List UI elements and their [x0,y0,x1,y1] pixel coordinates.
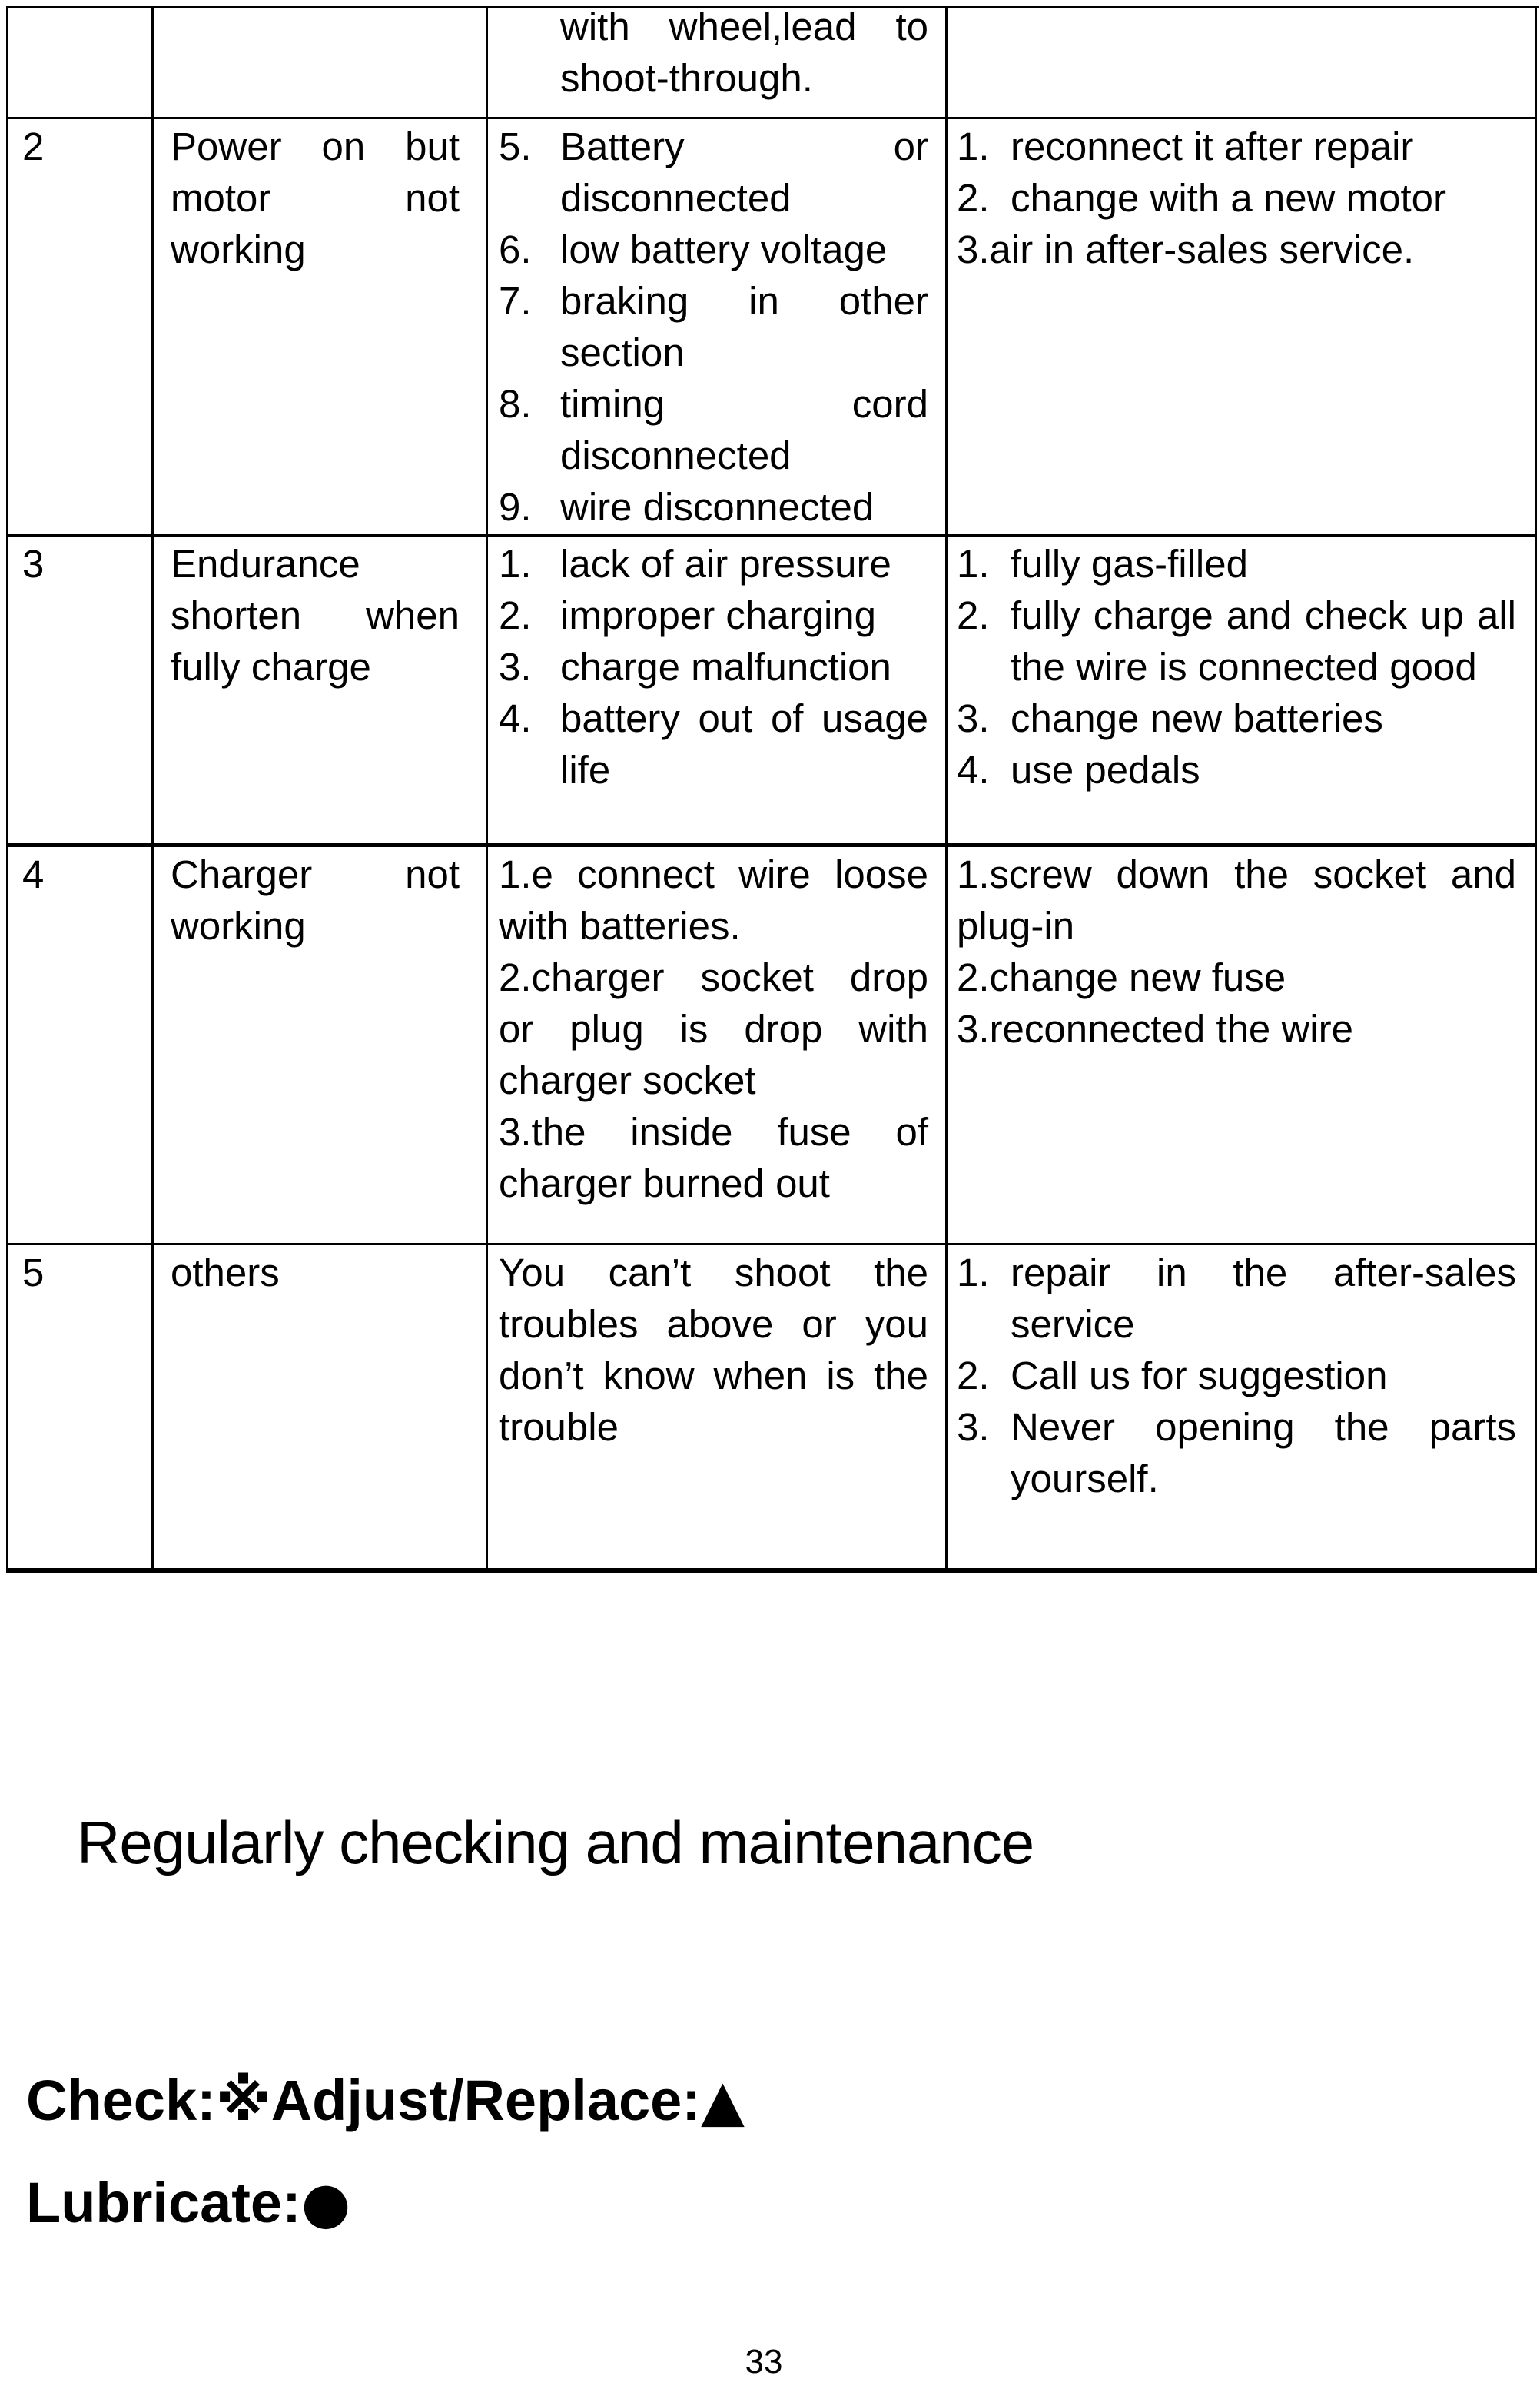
solution-item [957,952,1516,1003]
item-line: timing cord [560,382,928,426]
problem-cell [154,1245,488,1573]
item-line: braking in other [560,279,928,323]
item-line: change new batteries [1011,696,1383,740]
row-number-cell [8,537,154,847]
item-line: Endurance [171,542,360,586]
item-line: shorten when [171,593,460,637]
solution-item [957,538,1516,590]
problem-cell [154,537,488,847]
legend-lubricate [26,2170,350,2236]
causes-cell [488,537,948,847]
cause-item [499,538,928,590]
adjust-triangle-icon: ▲ [700,2068,745,2134]
item-line: improper charging [560,593,877,637]
item-line: 3.reconnected the wire [957,1007,1353,1051]
item-line: charge malfunction [560,645,891,689]
item-number: 4. [499,696,532,740]
cause-item [499,849,928,952]
problem-text [171,121,460,275]
solution-item [957,744,1516,796]
cause-item [499,952,928,1106]
solutions-cell [948,847,1537,1245]
item-line: Battery or [560,125,928,168]
item-line: fully gas-filled [1011,542,1248,586]
legend-check-adjust [26,2068,745,2134]
causes-cell [488,1245,948,1573]
item-number: 1. [957,1251,990,1294]
problem-text [171,1247,460,1298]
item-line: Never opening the parts [1011,1405,1516,1449]
item-line: 2.charger socket drop [499,955,928,999]
solution-item [957,1401,1516,1504]
row-number-cell [8,847,154,1245]
causes-cell [488,119,948,537]
item-line: disconnected [560,176,792,220]
item-number: 7. [499,279,532,323]
item-line: You can’t shoot the [499,1251,928,1294]
cause-item [499,378,928,481]
item-line: Charger not [171,852,460,896]
solution-item [957,1247,1516,1350]
adjust-replace-label: Adjust/Replace: [270,2068,701,2132]
item-number: 2. [957,176,990,220]
cause-item [499,1247,928,1453]
row-number-cell [8,119,154,537]
item-line: change with a new motor [1011,176,1446,220]
item-number: 8. [499,382,532,426]
solution-item [957,590,1516,693]
solution-item [957,693,1516,744]
item-line: reconnect it after repair [1011,125,1414,168]
item-line: don’t know when is the [499,1354,928,1397]
item-line: charger socket [499,1058,756,1102]
item-line: use pedals [1011,748,1200,792]
row-number: 4 [22,852,45,896]
cause-item [499,1106,928,1209]
item-line: wire disconnected [560,485,875,529]
item-line: repair in the after-sales [1011,1251,1516,1294]
problem-cell [154,8,488,119]
solutions-cell [948,1245,1537,1573]
cause-item [499,8,928,104]
row-number-cell [8,8,154,119]
item-line: fully charge and check up all [1011,593,1516,637]
item-line: fully charge [171,645,371,689]
item-number: 2. [957,1354,990,1397]
cause-item [499,275,928,378]
item-line: battery out of usage [560,696,928,740]
item-line: 1.e connect wire loose [499,852,928,896]
item-number: 4. [957,748,990,792]
page-number: 33 [745,2343,783,2381]
check-label: Check: [26,2068,216,2132]
item-line: working [171,228,306,271]
row-number-cell [8,1245,154,1573]
solution-item [957,1350,1516,1401]
causes-cell [488,8,948,119]
solutions-cell [948,119,1537,537]
item-number: 3. [499,645,532,689]
cause-item [499,693,928,796]
item-line: Call us for suggestion [1011,1354,1388,1397]
problem-text [171,849,460,952]
item-number: 5. [499,125,532,168]
item-line: 2.change new fuse [957,955,1286,999]
item-number: 2. [499,593,532,637]
item-line: low battery voltage [560,228,888,271]
item-number: 2. [957,593,990,637]
item-number: 3. [957,696,990,740]
row-number: 3 [22,542,45,586]
item-line: life [560,748,611,792]
troubleshooting-table [6,6,1539,1573]
cause-item [499,121,928,224]
causes-cell [488,847,948,1245]
item-number: 3. [957,1405,990,1449]
lubricate-label: Lubricate: [26,2171,301,2234]
solution-item [957,849,1516,952]
item-line: Power on but [171,125,460,168]
item-line: service [1011,1302,1135,1346]
item-line: others [171,1251,280,1294]
item-line: motor not [171,176,460,220]
solutions-cell [948,8,1537,119]
item-line: yourself. [1011,1457,1159,1500]
item-number: 1. [957,125,990,168]
cause-item [499,481,928,533]
item-line: trouble [499,1405,619,1449]
solution-item [957,121,1516,172]
solution-item [957,172,1516,224]
item-line: the wire is connected good [1011,645,1477,689]
solution-item [957,1003,1516,1055]
solutions-cell [948,537,1537,847]
row-number: 2 [22,125,45,168]
item-line: lack of air pressure [560,542,891,586]
item-number: 6. [499,228,532,271]
item-line: disconnected [560,434,792,477]
item-number: 9. [499,485,532,529]
section-heading: Regularly checking and maintenance [77,1809,1034,1876]
item-line: 1.screw down the socket and [957,852,1516,896]
item-line: troubles above or you [499,1302,928,1346]
item-line: or plug is drop with [499,1007,928,1051]
item-line: charger burned out [499,1161,830,1205]
item-number: 1. [499,542,532,586]
problem-text [171,538,460,693]
item-line: with wheel,lead to [560,8,928,48]
check-reference-mark-icon: ※ [215,2068,271,2134]
solution-item [957,224,1516,275]
item-line: plug-in [957,904,1075,948]
item-number: 1. [957,542,990,586]
row-number: 5 [22,1251,45,1294]
item-line: working [171,904,306,948]
cause-item [499,641,928,693]
item-line: 3.air in after-sales service. [957,228,1415,271]
cause-item [499,224,928,275]
item-line: 3.the inside fuse of [499,1110,928,1154]
cause-item [499,590,928,641]
problem-cell [154,119,488,537]
item-line: section [560,331,685,374]
problem-cell [154,847,488,1245]
lubricate-circle-icon: ● [300,2170,351,2236]
item-line: shoot-through. [560,56,813,100]
item-line: with batteries. [499,904,741,948]
